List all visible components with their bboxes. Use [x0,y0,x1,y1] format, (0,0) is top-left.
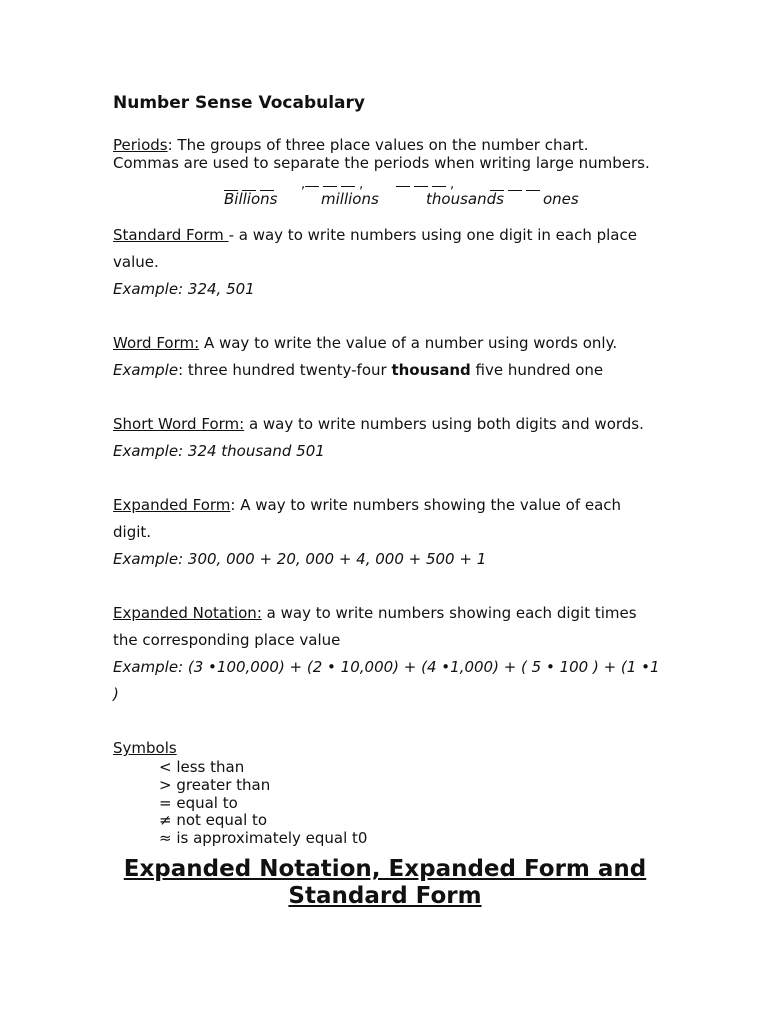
section-heading-line1: Expanded Notation, Expanded Form and [123,856,647,882]
section-heading-line2: Standard Form [288,883,482,909]
period-label-millions: millions [321,190,379,208]
word-form-def: A way to write the value of a number using words only. [199,334,618,352]
expanded-form-def-line2: digit. [113,523,152,541]
symbol-not-equal-to: ≠ not equal to [159,811,268,829]
expanded-notation-example-line2: ) [113,685,119,703]
symbol-approximately-equal: ≈ is approximately equal t0 [159,829,368,847]
word-form-term: Word Form: [113,334,200,352]
periods-term: Periods [113,136,168,154]
symbol-less-than: < less than [159,758,245,776]
symbol-equal-to: = equal to [159,794,238,812]
symbols-term: Symbols [113,739,177,757]
short-word-form-term: Short Word Form: [113,415,245,433]
standard-form-example: Example: 324, 501 [113,280,255,298]
expanded-notation-def-line1: a way to write numbers showing each digit times [261,604,637,622]
period-label-billions: Billions [224,190,278,208]
period-label-ones: ones [543,190,579,208]
expanded-form-term: Expanded Form [113,496,231,514]
periods-def-line1: : The groups of three place values on the number chart. [167,136,589,154]
word-form-example [113,361,603,379]
word-form-example-pre: : three hundred twenty-four [178,361,392,379]
word-form-example-post: five hundred one [470,361,604,379]
short-word-form-example: Example: 324 thousand 501 [113,442,325,460]
standard-form-definition [113,226,637,244]
expanded-notation-example-line1: Example: (3 •100,000) + (2 • 10,000) + (4 •1,000) + ( 5 • 100 ) + (1 •1 [113,658,660,676]
page-title: Number Sense Vocabulary [113,93,365,113]
standard-form-def-line2: value. [113,253,159,271]
short-word-form-def: a way to write numbers using both digits and words. [244,415,644,433]
expanded-notation-term: Expanded Notation: [113,604,262,622]
periods-def-line2: Commas are used to separate the periods when writing large numbers. [113,154,650,172]
standard-form-def-line1: - a way to write numbers using one digit in each place [228,226,637,244]
expanded-form-definition [113,496,621,514]
word-form-example-label: Example [113,361,179,379]
period-blanks-thousands: , [396,177,454,192]
periods-definition [113,136,589,154]
word-form-definition [113,334,617,352]
expanded-form-example: Example: 300, 000 + 20, 000 + 4, 000 + 500 + 1 [113,550,487,568]
symbol-greater-than: > greater than [159,776,271,794]
standard-form-term: Standard Form [113,226,229,244]
expanded-notation-definition [113,604,637,622]
expanded-notation-def-line2: the corresponding place value [113,631,341,649]
expanded-form-def-line1: : A way to write numbers showing the value of each [230,496,622,514]
period-label-thousands: thousands [426,190,504,208]
short-word-form-definition [113,415,644,433]
period-blanks-millions: , , [301,177,364,192]
word-form-example-bold: thousand [391,361,471,379]
